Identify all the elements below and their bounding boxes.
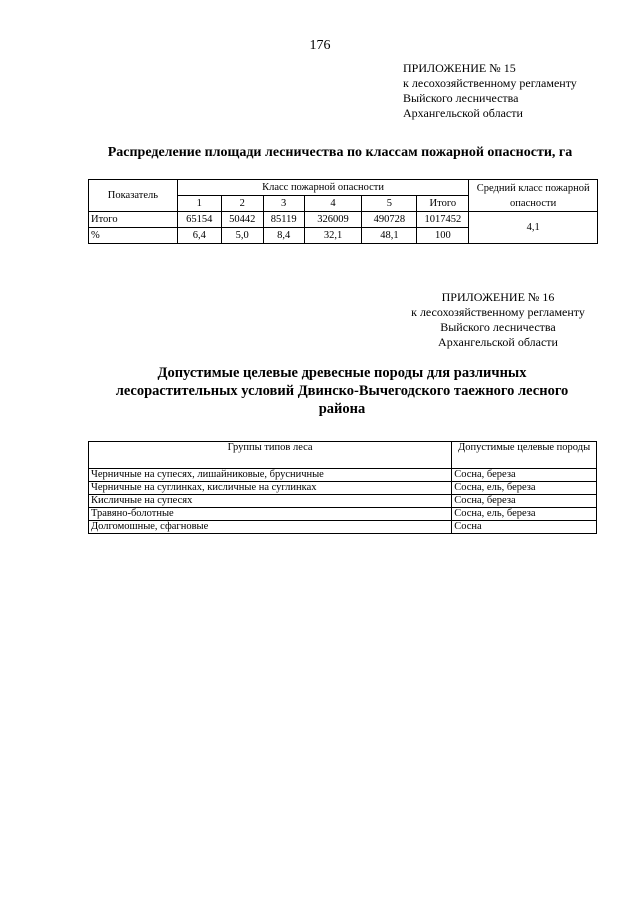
table-row <box>89 482 597 495</box>
appendix-15-header <box>403 61 577 121</box>
table-cell: 65154 <box>177 212 221 228</box>
forest-group-cell: Травяно-болотные <box>89 508 452 521</box>
forest-group-cell: Черничные на супесях, лишайниковые, брусничные <box>89 469 452 482</box>
table-row <box>89 495 597 508</box>
class-header-cell: 1 <box>177 196 221 212</box>
table-cell: 85119 <box>263 212 304 228</box>
fire-hazard-table <box>88 179 598 244</box>
species-cell: Сосна, береза <box>452 495 597 508</box>
header-forest-type-group: Группы типов леса <box>89 442 452 469</box>
table-cell: 5,0 <box>221 228 263 244</box>
table-cell: 490728 <box>362 212 417 228</box>
forest-group-cell: Черничные на суглинках, кисличные на суглинках <box>89 482 452 495</box>
table-row <box>89 212 598 228</box>
header-fire-class: Класс пожарной опасности <box>177 180 469 196</box>
page-number: 176 <box>309 38 331 53</box>
table-row <box>89 521 597 534</box>
appendix-15-line: Выйского лесничества <box>403 91 519 105</box>
header-indicator: Показатель <box>89 180 178 212</box>
fire-hazard-table-title: Распределение площади лесничества по классам пожарной опасности, га <box>107 145 573 160</box>
appendix-15-title: ПРИЛОЖЕНИЕ № 15 <box>403 61 516 75</box>
species-cell: Сосна, ель, береза <box>452 482 597 495</box>
class-header-cell: 4 <box>304 196 362 212</box>
appendix-16-line: Выйского лесничества <box>440 320 556 334</box>
table-cell: 32,1 <box>304 228 362 244</box>
class-header-cell: Итого <box>417 196 469 212</box>
appendix-15-line: к лесохозяйственному регламенту <box>403 76 577 90</box>
table-cell: 50442 <box>221 212 263 228</box>
appendix-16-title: ПРИЛОЖЕНИЕ № 16 <box>441 290 555 304</box>
table-cell: 100 <box>417 228 469 244</box>
appendix-16-line: к лесохозяйственному регламенту <box>411 305 585 319</box>
target-species-table <box>88 441 597 534</box>
species-cell: Сосна <box>452 521 597 534</box>
appendix-16-header <box>403 290 593 350</box>
header-average-class: Средний класс пожарной опасности <box>469 180 598 212</box>
title-line: района <box>318 401 366 417</box>
header-target-species: Допустимые целевые породы <box>452 442 597 469</box>
row-label: Итого <box>89 212 178 228</box>
row-label: % <box>89 228 178 244</box>
table-cell: 1017452 <box>417 212 469 228</box>
table-cell: 6,4 <box>177 228 221 244</box>
appendix-15-line: Архангельской области <box>403 106 523 120</box>
appendix-16-line: Архангельской области <box>438 335 558 349</box>
average-class-value: 4,1 <box>469 212 598 244</box>
table-row <box>89 508 597 521</box>
forest-group-cell: Кисличные на супесях <box>89 495 452 508</box>
table-cell: 48,1 <box>362 228 417 244</box>
class-header-cell: 2 <box>221 196 263 212</box>
table-cell: 8,4 <box>263 228 304 244</box>
forest-group-cell: Долгомошные, сфагновые <box>89 521 452 534</box>
class-header-cell: 5 <box>362 196 417 212</box>
title-line: лесорастительных условий Двинско-Вычегодского таежного лесного <box>115 383 569 399</box>
class-header-cell: 3 <box>263 196 304 212</box>
target-species-table-title <box>88 364 596 418</box>
species-cell: Сосна, береза <box>452 469 597 482</box>
table-cell: 326009 <box>304 212 362 228</box>
table-row <box>89 469 597 482</box>
title-line: Допустимые целевые древесные породы для различных <box>157 365 527 381</box>
species-cell: Сосна, ель, береза <box>452 508 597 521</box>
